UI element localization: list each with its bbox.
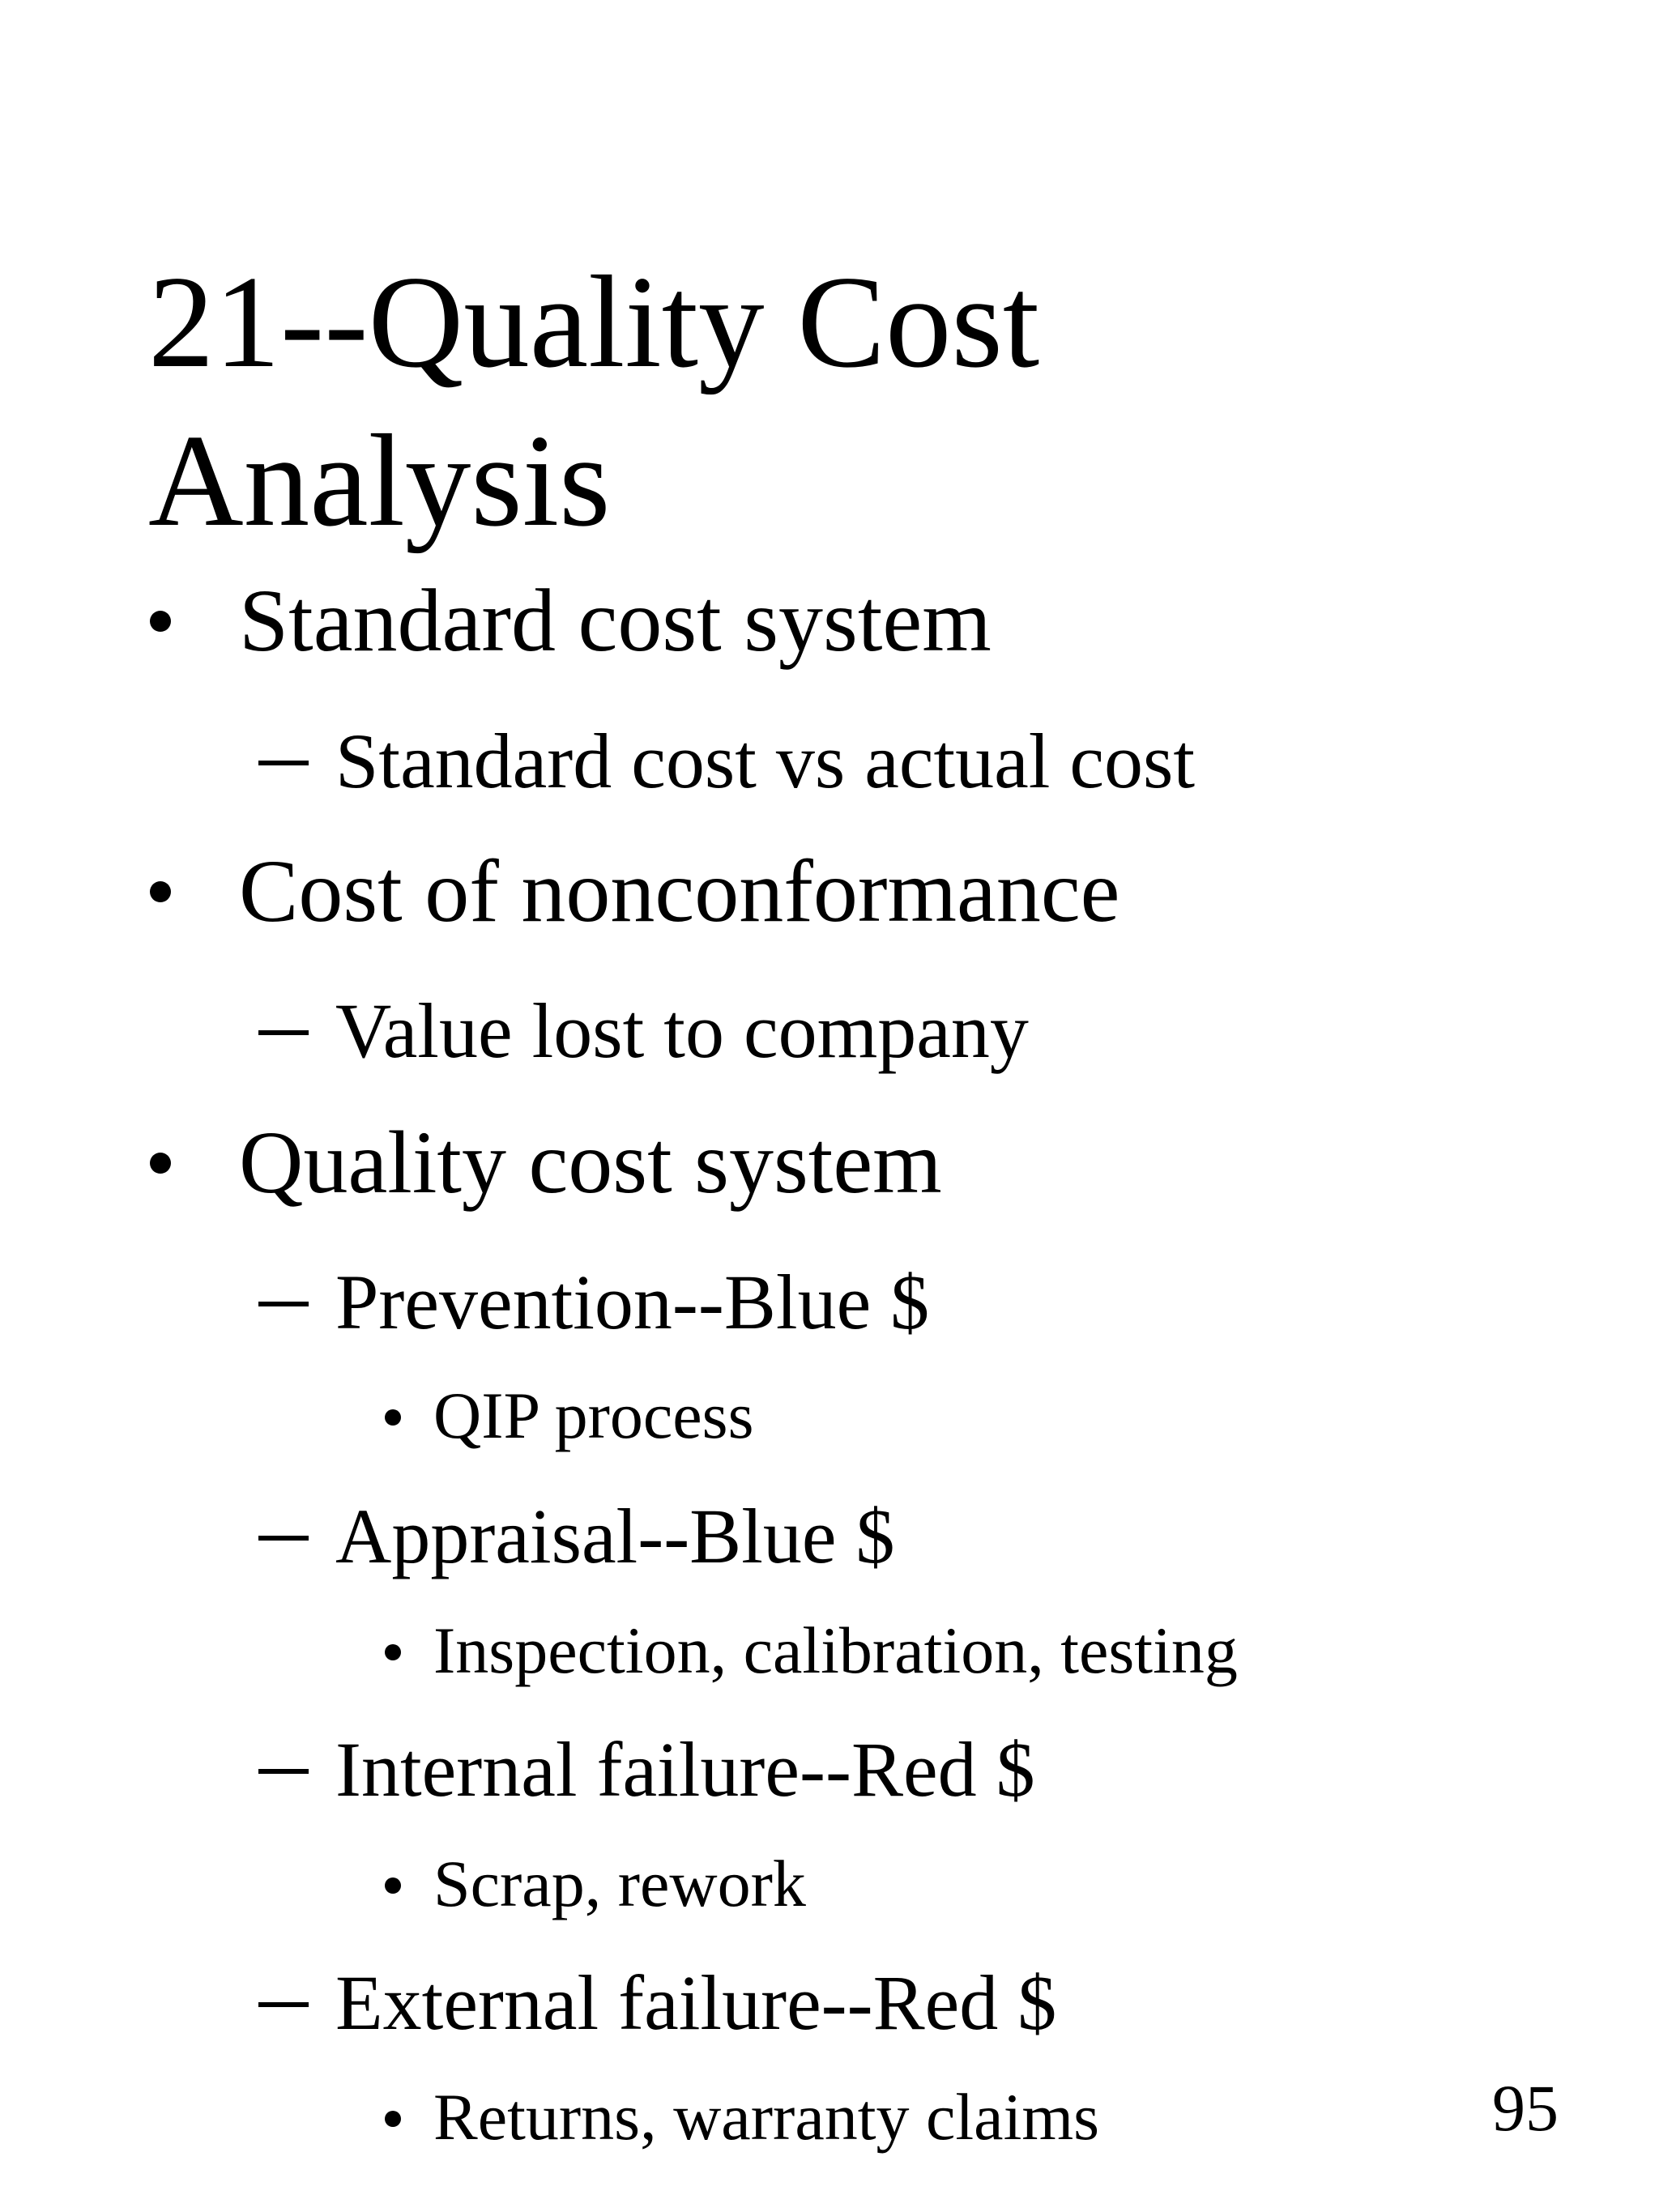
bullet-icon	[385, 1877, 401, 1894]
slide-title-line-1: 21--Quality Cost	[148, 249, 1040, 395]
sub-item-value-lost	[335, 987, 1029, 1076]
detail-item-label: Scrap, rework	[433, 1847, 806, 1920]
slide-title	[148, 243, 1039, 560]
detail-item-label: QIP process	[433, 1379, 754, 1452]
bullet-icon	[150, 1153, 171, 1174]
sub-item-label: Value lost to company	[335, 987, 1029, 1074]
bullet-item-quality-cost-system	[239, 1114, 942, 1211]
sub-item-label: External failure--Red $	[335, 1959, 1057, 2046]
bullet-item-cost-of-nonconformance	[239, 842, 1120, 940]
bullet-label: Cost of nonconformance	[239, 842, 1120, 940]
bullet-icon	[385, 2111, 401, 2127]
bullet-icon	[385, 1644, 401, 1660]
detail-item-label: Inspection, calibration, testing	[433, 1613, 1238, 1687]
sub-item-internal-failure	[335, 1725, 1035, 1814]
sub-item-prevention	[335, 1258, 929, 1347]
sub-item-standard-vs-actual	[335, 717, 1195, 806]
sub-item-label: Standard cost vs actual cost	[335, 718, 1196, 804]
detail-item-returns	[433, 2078, 1099, 2156]
detail-item-inspection	[433, 1612, 1238, 1690]
sub-item-label: Prevention--Blue $	[335, 1259, 930, 1345]
bullet-label: Quality cost system	[239, 1113, 942, 1212]
dash-icon	[258, 2002, 309, 2007]
sub-item-appraisal	[335, 1492, 894, 1581]
dash-icon	[258, 1030, 309, 1035]
bullet-label: Standard cost system	[239, 571, 992, 670]
detail-item-scrap-rework	[433, 1845, 806, 1923]
dash-icon	[258, 761, 309, 765]
detail-item-label: Returns, warranty claims	[433, 2080, 1100, 2154]
sub-item-label: Appraisal--Blue $	[335, 1493, 895, 1579]
slide-title-line-2: Analysis	[148, 408, 611, 554]
sub-item-label: Internal failure--Red $	[335, 1726, 1035, 1813]
dash-icon	[258, 1536, 309, 1541]
bullet-icon	[385, 1409, 401, 1426]
detail-item-qip-process	[433, 1377, 754, 1455]
bullet-icon	[150, 881, 171, 902]
bullet-icon	[150, 611, 171, 632]
dash-icon	[258, 1302, 309, 1306]
page-number: 95	[1492, 2071, 1559, 2145]
sub-item-external-failure	[335, 1958, 1056, 2048]
bullet-item-standard-cost-system	[239, 572, 992, 669]
dash-icon	[258, 1769, 309, 1774]
